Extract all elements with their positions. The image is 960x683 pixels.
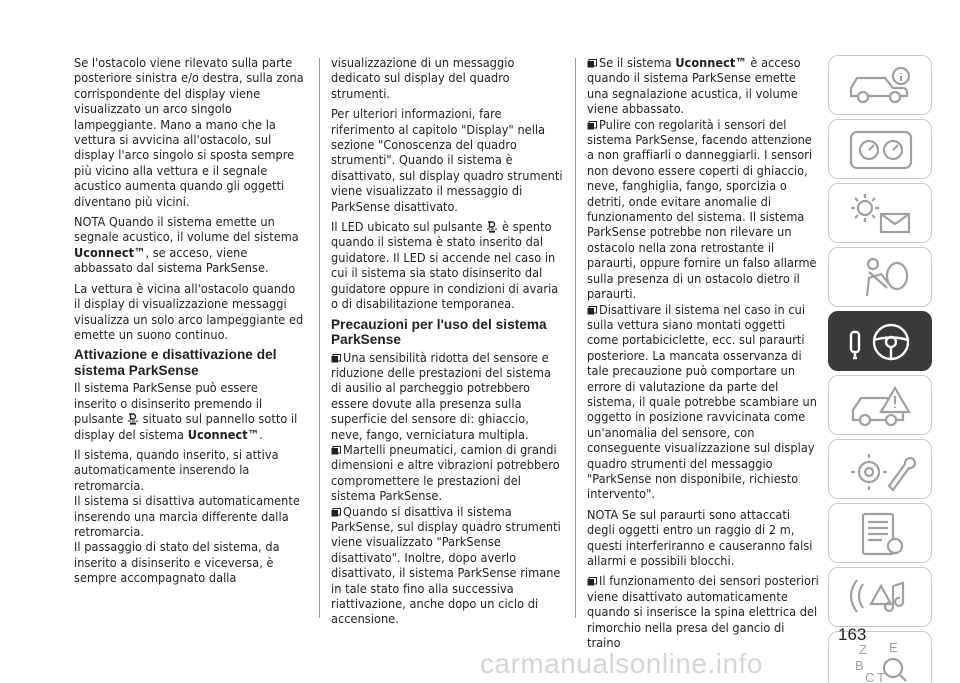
bullet-item — [331, 350, 563, 442]
text: Una sensibilità ridotta del sensore e riduzione delle prestazioni del sistema di ausilio al parcheggio potrebbero essere dovute alla presenza sulla superficie del sensore di: ghiaccio, neve, fango, verniciatura multipla. — [331, 349, 551, 442]
watermark: carmanualsonline.info — [480, 648, 763, 679]
paragraph: Per ulteriori informazioni, fare riferimento al capitolo "Display" nella sezione "Conoscenza del quadro strumenti". Quando il sistema è disattivato, sul display quadro strumenti viene visualizzato il messaggio di ParkSense disattivato. — [331, 106, 563, 214]
column-1 — [74, 55, 304, 586]
text: Pulire con regolarità i sensori del sistema ParkSense, facendo attenzione a non graffiarli o danneggiarli. I sensori non devono essere coperti di ghiaccio, neve, fanghiglia, fango, sporcizia o detriti, onde evitare anomalie di funzionamento del sistema. Il sistema ParkSense potrebbe non rilevare un ostacolo nella zona retrostante il paraurti, oppure fornire un falso allarme sulla presenza di un ostacolo dietro il paraurti. — [587, 116, 817, 302]
section-heading: Precauzioni per l'uso del sistema ParkSense — [331, 316, 547, 347]
svg-text:C: C — [865, 670, 875, 683]
bullet-icon — [331, 354, 341, 363]
text: NOTA Quando il sistema emette un segnale acustico, il volume del sistema — [74, 214, 299, 245]
text: situato sul pannello sotto il display del sistema — [74, 411, 298, 442]
page-number: 163 — [838, 625, 867, 644]
lights-warning-icon — [843, 190, 919, 238]
note-paragraph — [74, 214, 304, 276]
maintenance-tools-icon — [843, 446, 919, 494]
text: Disattivare il sistema nel caso in cui sulla vettura siano montati oggetti come portabiciclette, ecc. sul paraurti posteriore. La mancata osservanza di tale precauzione può comportare un errore di valutazione da parte del sistema, il quale potrebbe scambiare un oggetto in posizione ravvicinata come un'anomalia del sensore, con conseguente visualizzazione sul display quadro strumenti del messaggio "ParkSense non disponibile, richiesto intervento". — [587, 301, 818, 502]
paragraph: visualizzazione di un messaggio dedicato sul display del quadro strumenti. — [331, 55, 515, 101]
parksense-button-icon — [486, 221, 498, 233]
tab-emergency[interactable] — [828, 375, 932, 435]
paragraph: Il sistema si disattiva automaticamente inserendo una marcia differente dalla retromarcia. — [74, 493, 300, 539]
tab-specifications[interactable] — [828, 503, 932, 563]
paragraph: Se l'ostacolo viene rilevato sulla parte posteriore sinistra e/o destra, sulla zona corrispondente del display viene visualizzato un arco singolo lampeggiante. Mano a mano che la vettura si avvicina all'ostacolo, sul display l'arco singolo si sposta sempre più vicino alla vettura e il segnale acustico aumenta quando gli oggetti diventano più vicini. — [74, 55, 304, 209]
bullet-item — [331, 504, 563, 627]
text: è acceso quando il sistema ParkSense emette una segnalazione acustica, il volume viene abbassato. — [587, 55, 801, 117]
car-info-icon — [843, 62, 919, 110]
svg-text:Z: Z — [859, 642, 867, 657]
car-emergency-icon — [843, 382, 919, 430]
column-3 — [587, 55, 819, 650]
multimedia-icon — [843, 574, 919, 622]
bullet-icon — [331, 446, 341, 455]
bullet-icon — [587, 306, 597, 315]
svg-text:B: B — [855, 658, 864, 673]
section-heading: Attivazione e disattivazione del sistema ParkSense — [74, 347, 277, 378]
tab-dashboard[interactable] — [828, 119, 932, 179]
paragraph — [331, 219, 563, 311]
text: è spento quando il sistema è stato inserito dal guidatore. Il LED si accende nel caso in cui il sistema sia stato disinserito dal guidatore oppure in condizioni di avaria o di disabilitazione temporanea. — [331, 219, 559, 312]
tab-car-info[interactable] — [828, 55, 932, 115]
tab-maintenance[interactable] — [828, 439, 932, 499]
tab-airbag-safety[interactable] — [828, 247, 932, 307]
brand-name: Uconnect™ — [74, 244, 146, 260]
column-divider — [575, 58, 576, 618]
paragraph: La vettura è vicina all'ostacolo quando il display di visualizzazione messaggi visualizza un solo arco lampeggiante ed emette un suono continuo. — [74, 280, 304, 342]
column-divider — [319, 58, 320, 618]
airbag-safety-icon — [843, 254, 919, 302]
tab-starting-driving[interactable] — [828, 311, 932, 371]
bullet-item — [587, 302, 819, 502]
dashboard-icon — [843, 126, 919, 174]
note-paragraph: NOTA Se sul paraurti sono attaccati degli oggetti entro un raggio di 2 m, questi interferiranno e causeranno falsi allarmi e possibili blocchi. — [587, 506, 813, 568]
text: Il LED ubicato sul pulsante — [331, 219, 487, 235]
bullet-icon — [587, 121, 597, 130]
key-steering-icon — [843, 318, 919, 366]
paragraph: Il sistema, quando inserito, si attiva automaticamente inserendo la retromarcia. — [74, 446, 279, 493]
text: Il sistema ParkSense può essere inserito o disinserito premendo il pulsante — [74, 380, 263, 427]
column-2 — [331, 55, 563, 627]
bullet-icon — [587, 577, 597, 586]
bullet-item — [587, 573, 819, 650]
paragraph: Il passaggio di stato del sistema, da inserito a disinserito e viceversa, è sempre accompagnato dalla — [74, 539, 280, 586]
parksense-button-icon — [127, 413, 139, 425]
text: Quando si disattiva il sistema ParkSense, sul display quadro strumenti viene visualizzato "ParkSense disattivato". Inoltre, dopo averlo disattivato, il sistema ParkSense rimane in tale stato fino alla successiva riattivazione, anche dopo un ciclo di accensione. — [331, 503, 561, 627]
text: Se il sistema — [599, 55, 676, 70]
tab-multimedia[interactable] — [828, 567, 932, 627]
tab-lights-warning[interactable] — [828, 183, 932, 243]
specs-list-icon — [843, 510, 919, 558]
paragraph — [74, 380, 304, 442]
text: Il funzionamento dei sensori posteriori viene disattivato automaticamente quando si inserisce la spina elettrica del rimorchio nella presa del gancio di traino — [587, 573, 819, 651]
bullet-item — [587, 117, 819, 302]
svg-text:E: E — [889, 640, 898, 655]
brand-name: Uconnect™ — [675, 55, 747, 70]
bullet-item — [587, 55, 819, 117]
text: , se acceso, viene abbassato dal sistema ParkSense. — [74, 244, 269, 276]
bullet-icon — [587, 59, 597, 68]
bullet-icon — [331, 508, 341, 517]
text: Martelli pneumatici, camion di grandi dimensioni e altre vibrazioni potrebbero compromettere le prestazioni del sistema ParkSense. — [331, 441, 560, 504]
text: . — [259, 426, 263, 442]
brand-name: Uconnect™ — [187, 426, 260, 442]
bullet-item — [331, 442, 563, 504]
svg-text:T: T — [877, 670, 885, 683]
